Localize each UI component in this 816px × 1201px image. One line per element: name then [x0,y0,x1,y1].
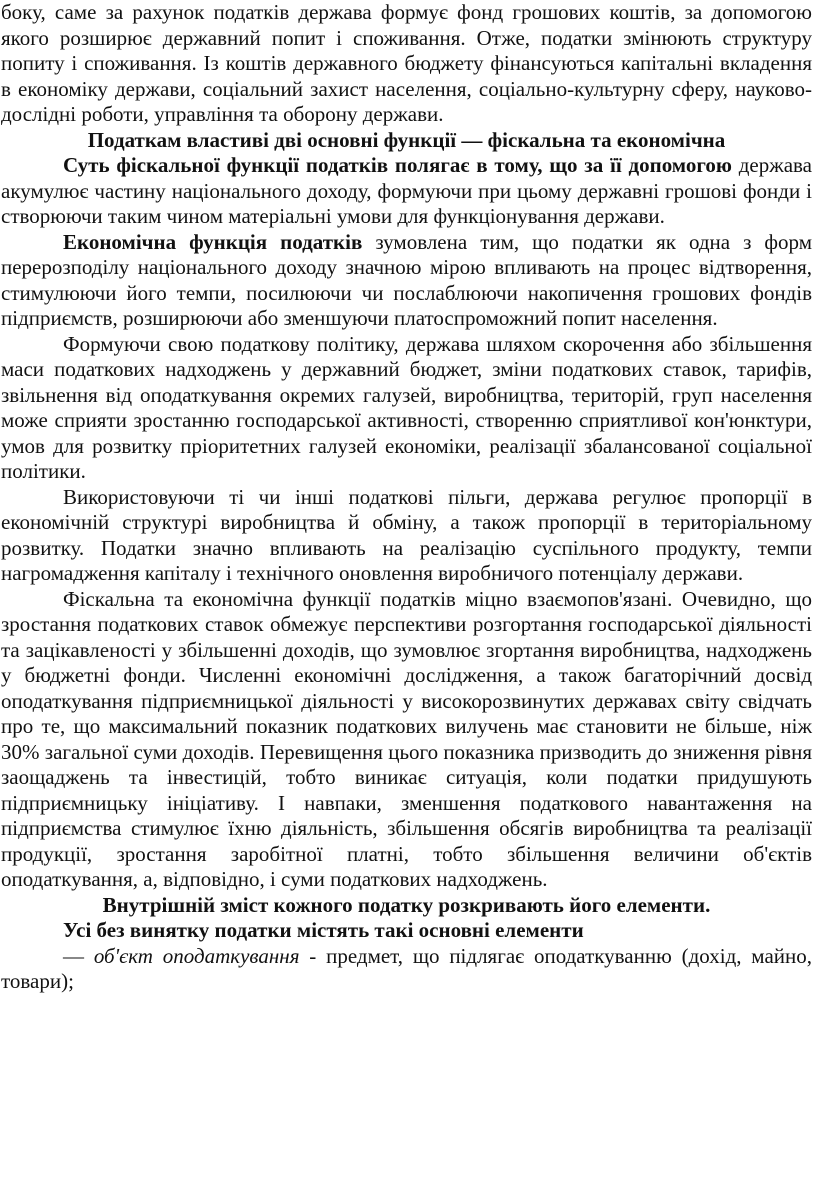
economic-function-lead: Економічна функція податків [63,229,363,254]
economic-function-text: зумовлена тим, що податки як одна з форм перерозподілу національного доходу значною мірою впливають на процес відтворення, стимулюючи його темпи, посилюючи чи послаблюючи накопичення грошових фондів підприємств, розширюючи або зменшуючи платоспроможний попит населення. [1,229,813,330]
tax-object-term: об'єкт оподаткування [93,943,300,968]
heading-tax-elements: Внутрішній зміст кожного податку розкривають його елементи. [102,892,711,917]
paragraph-economic-function [1,230,812,332]
fiscal-function-lead: Суть фіскальної функції податків полягає в тому, що за її допомогою [63,153,732,177]
heading-main-elements: Усі без винятку податки містять такі основні елементи [63,918,584,942]
fiscal-function-text: держава акумулює частину національного доходу, формуючи при цьому державні грошові фонди і створюючи таким чином матеріальні умови для функціонування держави. [1,153,812,228]
paragraph-functions-interrelated: Фіскальна та економічна функції податків міцно взаємопов'язані. Очевидно, що зростання податкових ставок обмежує перспективи розгортання господарської діяльності та зацікавленості у збільшенні доходів, що зумовлює згортання виробництва, надходжень у бюджетні фонди. Численні економічні дослідження, а також багаторічний досвід оподаткування підприємницької діяльності у високорозвинутих державах світу свідчать про те, що максимальний показник податкових вилучень має становити не більше, ніж 30% загальної суми доходів. Перевищення цього показника призводить до зниження рівня заощаджень та інвестицій, тобто виникає ситуація, коли податки придушують підприємницьку ініціативу. І навпаки, зменшення податкового навантаження на підприємства стимулює їхню діяльність, збільшення обсягів виробництва та реалізації продукції, зростання заробітної платні, тобто збільшення величини об'єктів оподаткування, а, відповідно, і суми податкових надходжень. [1,586,812,891]
heading-tax-functions: Податкам властиві дві основні функції — фіскальна та економічна [87,127,726,152]
list-item-tax-object [1,944,812,995]
list-dash: — [63,943,94,968]
paragraph-tax-policy: Формуючи свою податкову політику, держава шляхом скорочення або збільшення маси податкових надходжень у державний бюджет, зміни податкових ставок, тарифів, звільнення від оподаткування окремих галузей, виробництва, територій, груп населення може сприяти зростанню господарської активності, створенню сприятливої кон'юнктури, умов для розвитку пріоритетних галузей економіки, реалізації збалансованої соціальної політики. [1,331,812,483]
paragraph-fiscal-function [1,153,812,230]
tax-object-definition: - предмет, що підлягає оподаткуванню (дохід, майно, товари); [1,943,813,993]
paragraph-state-budget: боку, саме за рахунок податків держава формує фонд грошових коштів, за допомогою якого розширює державний попит і споживання. Отже, податки змінюють структуру попиту і споживання. Із коштів державного бюджету фінансуються капітальні вкладення в економіку держави, соціальний захист населення, соціально-культурну сферу, науково-дослідні роботи, управління та оборону держави. [1,0,812,126]
paragraph-tax-benefits: Використовуючи ті чи інші податкові пільги, держава регулює пропорції в економічній структурі виробництва й обміну, а також пропорції в територіальному розвитку. Податки значно впливають на реалізацію суспільного продукту, темпи нагромадження капіталу і технічного оновлення виробничого потенціалу держави. [1,484,812,585]
